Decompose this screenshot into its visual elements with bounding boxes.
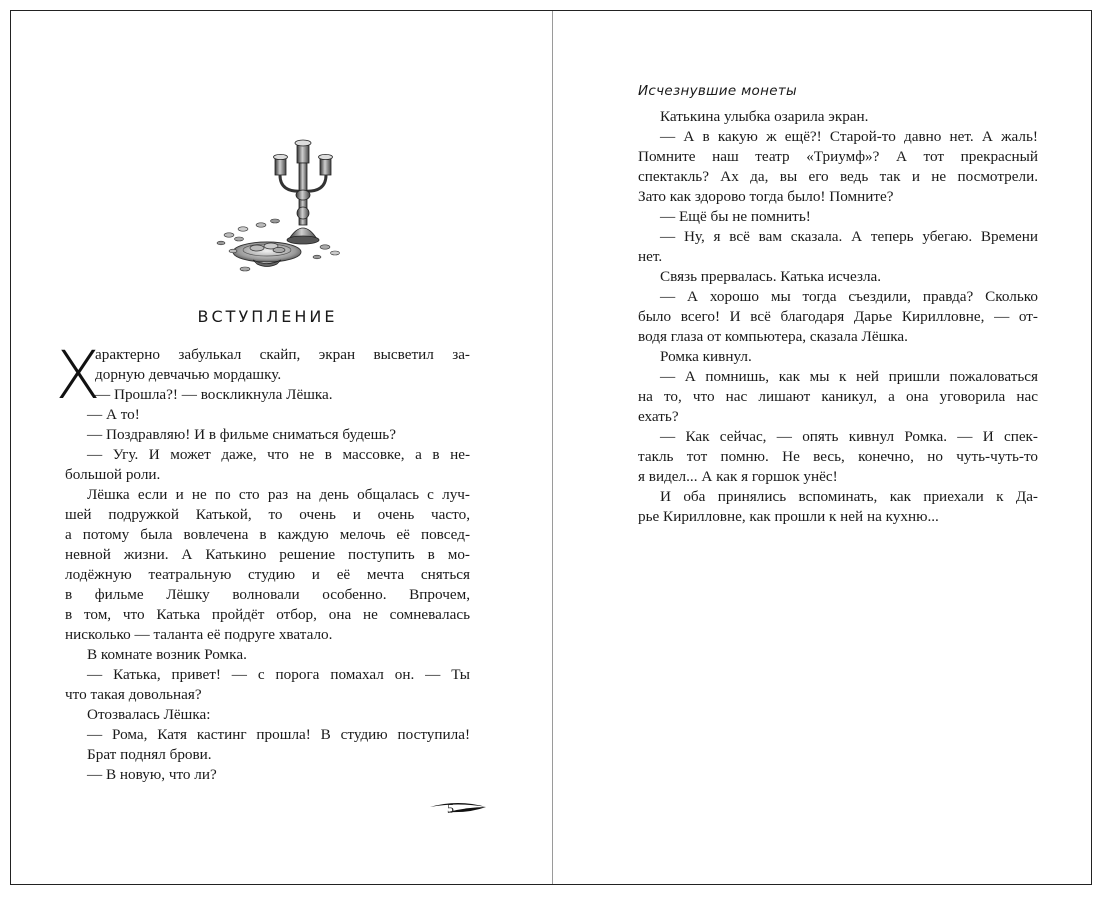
text-line: шей подружкой Катькой, то очень и очень часто, xyxy=(65,506,470,523)
text-line: Лёшка если и не по сто раз на день общалась с луч- xyxy=(87,486,470,503)
text-line: водя глаза от компьютера, сказала Лёшка. xyxy=(638,328,908,345)
text-line: — А в какую ж ещё?! Старой-то давно нет. А жаль! xyxy=(660,128,1038,145)
text-line: спектакль? Ах да, вы его ведь так и не посмотрели. xyxy=(638,168,1038,185)
text-line: Помните наш театр «Триумф»? А тот прекрасный xyxy=(638,148,1038,165)
text-line: — Ещё бы не помнить! xyxy=(660,208,811,225)
drop-cap xyxy=(55,337,101,414)
text-line: арактерно забулькал скайп, экран высветил за- xyxy=(95,346,470,363)
text-line: на то, что нас лишают каникул, а она уговорила нас xyxy=(638,388,1038,405)
page-number-ornament xyxy=(420,799,510,823)
text-line: Катькина улыбка озарила экран. xyxy=(660,108,869,125)
text-line: Ромка кивнул. xyxy=(660,348,752,365)
text-line: Брат поднял брови. xyxy=(87,746,212,763)
text-line: ехать? xyxy=(638,408,679,425)
text-line: нисколько — таланта её подруге хватало. xyxy=(65,626,333,643)
text-line: Зато как здорово тогда было! Помните? xyxy=(638,188,894,205)
text-line: что такая довольная? xyxy=(65,686,202,703)
running-head: Исчезнувшие монеты xyxy=(638,83,797,99)
page-number: 5 xyxy=(447,802,454,817)
text-line: большой роли. xyxy=(65,466,161,483)
text-line: — Прошла?! — воскликнула Лёшка. xyxy=(95,386,333,403)
text-line: а потому была вовлечена в каждую мелочь её повсед- xyxy=(65,526,470,543)
text-line: — Поздравляю! И в фильме сниматься будешь? xyxy=(87,426,396,443)
page-gutter xyxy=(552,11,553,884)
text-line: нет. xyxy=(638,248,663,265)
text-line: невной жизни. А Катькино решение поступить в мо- xyxy=(65,546,470,563)
text-line: было всего! И всё благодаря Дарье Кирилловне, — от- xyxy=(638,308,1038,325)
text-line: — Ну, я всё вам сказала. А теперь убегаю. Времени xyxy=(660,228,1038,245)
text-line: — Угу. И может даже, что не в массовке, а в не- xyxy=(87,446,470,463)
text-line: — А помнишь, как мы к ней пришли пожаловаться xyxy=(660,368,1038,385)
svg-text:Х: Х xyxy=(55,337,101,414)
left-page xyxy=(55,119,470,819)
text-line: — Рома, Катя кастинг прошла! В студию поступила! xyxy=(87,726,470,743)
chapter-title: ВСТУПЛЕНИЕ xyxy=(197,307,338,326)
text-line: В комнате возник Ромка. xyxy=(87,646,247,663)
text-line: лодёжную театральную студию и её мечта сняться xyxy=(65,566,470,583)
text-line: — Как сейчас, — опять кивнул Ромка. — И спек- xyxy=(660,428,1038,445)
text-line: дорную девчачью мордашку. xyxy=(95,366,282,383)
text-line: — А хорошо мы тогда съездили, правда? Сколько xyxy=(660,288,1038,305)
swoosh-ornament-icon xyxy=(428,799,488,819)
text-line: я видел... А как я горшок унёс! xyxy=(638,468,838,485)
text-line: — Катька, привет! — с порога помахал он. — Ты xyxy=(87,666,470,683)
text-line: — В новую, что ли? xyxy=(87,766,217,783)
text-line: И оба принялись вспоминать, как приехали к Да- xyxy=(660,488,1038,505)
text-line: в том, что Катька пройдёт отбор, она не сомневалась xyxy=(65,606,470,623)
text-line: — А то! xyxy=(87,406,140,423)
text-line: Связь прервалась. Катька исчезла. xyxy=(660,268,882,285)
right-page xyxy=(638,81,1038,581)
text-line: Отозвалась Лёшка: xyxy=(87,706,211,723)
text-line: рье Кирилловне, как прошли к ней на кухню... xyxy=(638,508,939,525)
left-page-body xyxy=(55,337,470,785)
text-line: в фильме Лёшку волновали особенно. Впрочем, xyxy=(65,586,470,603)
text-line: такль тот помню. Не весь, конечно, но чуть-чуть-то xyxy=(638,448,1038,465)
book-spread xyxy=(10,10,1092,885)
candelabra-illustration-icon xyxy=(213,121,383,291)
